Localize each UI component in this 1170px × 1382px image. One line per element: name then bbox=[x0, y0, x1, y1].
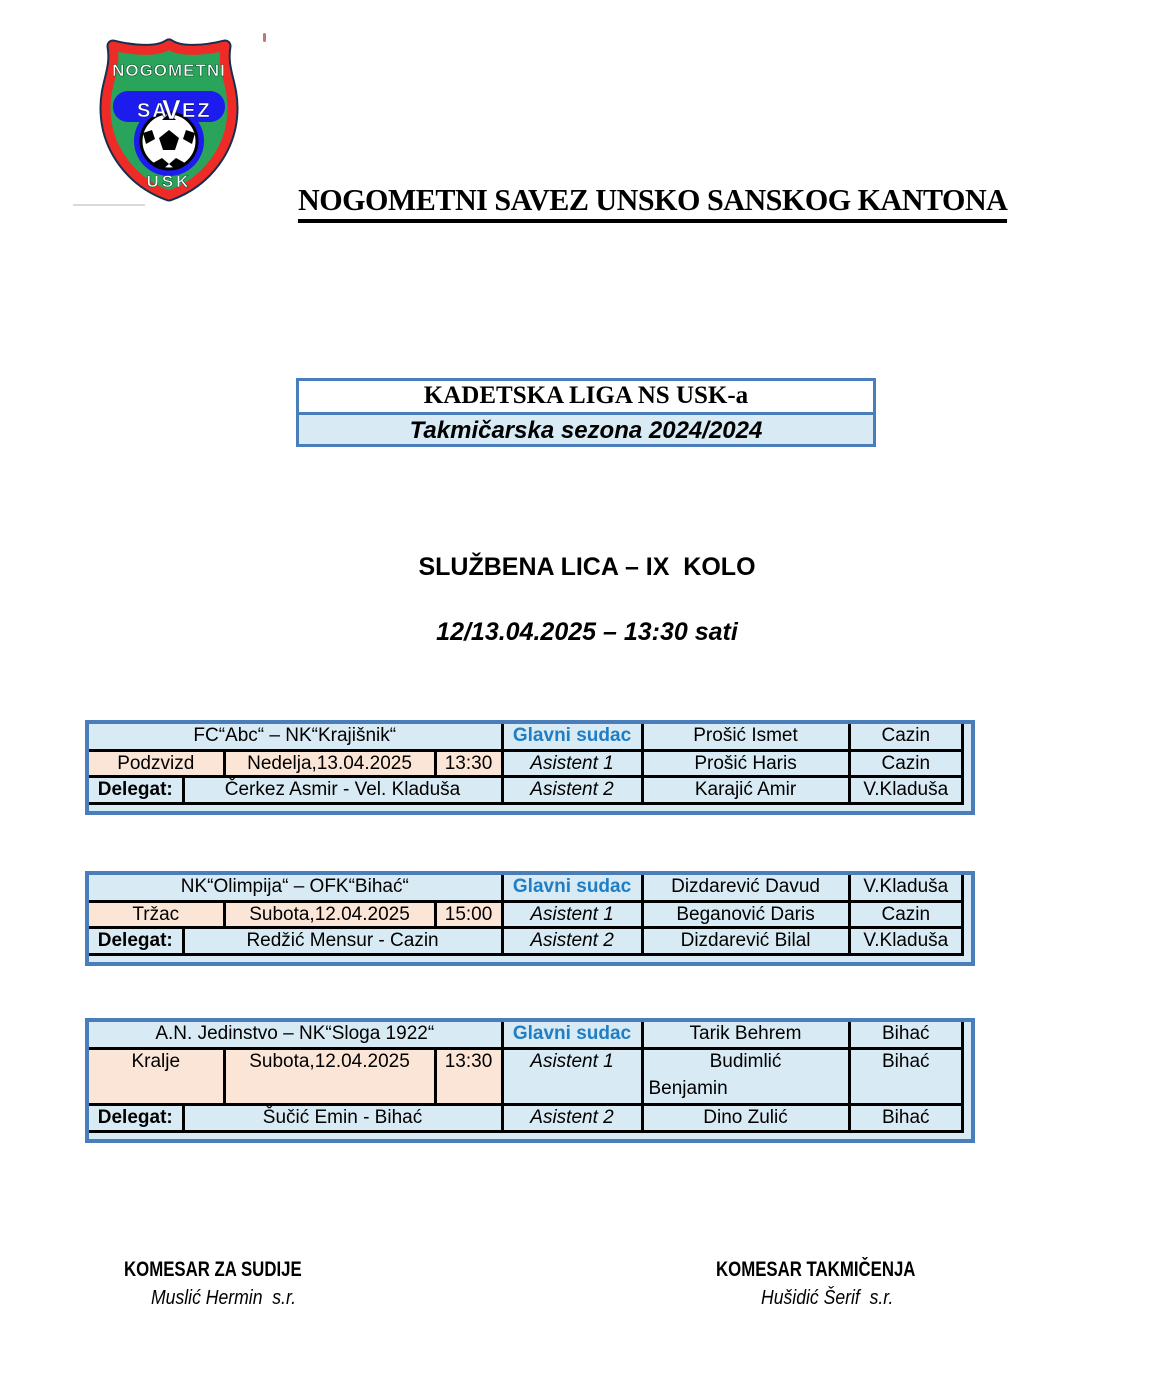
match-name: FC“Abc“ – NK“Krajišnik“ bbox=[89, 724, 502, 750]
table-row bbox=[89, 1022, 963, 1048]
glavni-sudac-name: Prošić Ismet bbox=[642, 724, 849, 750]
match-table-3 bbox=[85, 1018, 975, 1143]
asistent2-name: Dizdarević Bilal bbox=[642, 928, 849, 955]
crest-shield-icon bbox=[93, 34, 245, 206]
komesar-sudije-title: KOMESAR ZA SUDIJE bbox=[123, 1258, 302, 1281]
match-date: Subota,12.04.2025 bbox=[224, 1048, 435, 1105]
asistent2-label: Asistent 2 bbox=[502, 928, 642, 955]
glavni-sudac-name: Dizdarević Davud bbox=[642, 875, 849, 901]
league-name: KADETSKA LIGA NS USK-a bbox=[299, 381, 873, 412]
scan-artifact-line bbox=[73, 204, 145, 206]
asistent2-label: Asistent 2 bbox=[502, 777, 642, 804]
glavni-sudac-city: Bihać bbox=[849, 1022, 963, 1048]
glavni-sudac-name: Tarik Behrem bbox=[642, 1022, 849, 1048]
match-time: 13:30 bbox=[435, 1048, 502, 1105]
asistent1-label: Asistent 1 bbox=[502, 750, 642, 777]
league-season: Takmičarska sezona 2024/2024 bbox=[299, 412, 873, 444]
komesar-takmicenja-title: KOMESAR TAKMIČENJA bbox=[715, 1258, 916, 1281]
delegat-name: Redžić Mensur - Cazin bbox=[183, 928, 502, 955]
asistent2-city: Bihać bbox=[849, 1105, 963, 1132]
delegat-name: Čerkez Asmir - Vel. Kladuša bbox=[183, 777, 502, 804]
table-row bbox=[89, 777, 963, 804]
match-date: Subota,12.04.2025 bbox=[224, 901, 435, 928]
asistent1-city: Cazin bbox=[849, 901, 962, 928]
logo-band-sa: SA bbox=[137, 100, 169, 122]
asistent1-label: Asistent 1 bbox=[502, 1048, 642, 1105]
asistent2-name: Dino Zulić bbox=[642, 1105, 849, 1132]
asistent2-label: Asistent 2 bbox=[502, 1105, 642, 1132]
table-row bbox=[89, 1105, 963, 1132]
venue: Kralje bbox=[89, 1048, 224, 1105]
asistent1-name: Beganović Daris bbox=[642, 901, 849, 928]
glavni-sudac-city: V.Kladuša bbox=[849, 875, 962, 901]
glavni-sudac-label: Glavni sudac bbox=[502, 875, 642, 901]
delegat-name: Šučić Emin - Bihać bbox=[183, 1105, 502, 1132]
venue: Tržac bbox=[89, 901, 224, 928]
logo-band-ez: EZ bbox=[182, 100, 212, 122]
table-row bbox=[89, 750, 963, 777]
komesar-sudije-name: Muslić Hermin s.r. bbox=[151, 1287, 297, 1309]
asistent2-city: V.Kladuša bbox=[849, 777, 962, 804]
logo-band-v: V bbox=[162, 94, 181, 125]
match-name: A.N. Jedinstvo – NK“Sloga 1922“ bbox=[89, 1022, 502, 1048]
delegat-label: Delegat: bbox=[89, 777, 183, 804]
match-table-1 bbox=[85, 720, 975, 815]
glavni-sudac-label: Glavni sudac bbox=[502, 1022, 642, 1048]
match-time: 13:30 bbox=[435, 750, 502, 777]
nsusk-crest-logo bbox=[93, 34, 245, 206]
delegat-label: Delegat: bbox=[89, 928, 183, 955]
logo-bottom-text: USK bbox=[146, 172, 192, 191]
match-name: NK“Olimpija“ – OFK“Bihać“ bbox=[89, 875, 502, 901]
asistent1-city: Bihać bbox=[849, 1048, 963, 1105]
table-row bbox=[89, 875, 963, 901]
komesar-takmicenja-name: Hušidić Šerif s.r. bbox=[761, 1287, 894, 1309]
asistent1-name-line2: Benjamin bbox=[648, 1078, 728, 1100]
match-date: Nedelja,13.04.2025 bbox=[224, 750, 435, 777]
asistent2-name: Karajić Amir bbox=[642, 777, 849, 804]
table-row bbox=[89, 1048, 963, 1105]
asistent1-name: Prošić Haris bbox=[642, 750, 849, 777]
venue: Podzvizd bbox=[89, 750, 224, 777]
delegat-label: Delegat: bbox=[89, 1105, 183, 1132]
match-table-2 bbox=[85, 871, 975, 966]
asistent1-label: Asistent 1 bbox=[502, 901, 642, 928]
asistent2-city: V.Kladuša bbox=[849, 928, 962, 955]
glavni-sudac-city: Cazin bbox=[849, 724, 962, 750]
page-title-text: NOGOMETNI SAVEZ UNSKO SANSKOG KANTONA bbox=[298, 182, 1007, 223]
page-title bbox=[255, 182, 1050, 223]
logo-top-text: NOGOMETNI bbox=[112, 61, 226, 80]
league-box bbox=[296, 378, 876, 447]
asistent1-name-line1: Budimlić bbox=[709, 1050, 782, 1072]
match-time: 15:00 bbox=[435, 901, 502, 928]
scan-artifact-dot bbox=[263, 33, 266, 42]
table-row bbox=[89, 901, 963, 928]
asistent1-name bbox=[642, 1048, 849, 1105]
asistent1-city: Cazin bbox=[849, 750, 962, 777]
table-row bbox=[89, 724, 963, 750]
glavni-sudac-label: Glavni sudac bbox=[502, 724, 642, 750]
datetime-heading: 12/13.04.2025 – 13:30 sati bbox=[436, 618, 738, 646]
round-heading: SLUŽBENA LICA – IX KOLO bbox=[418, 553, 756, 581]
table-row bbox=[89, 928, 963, 955]
